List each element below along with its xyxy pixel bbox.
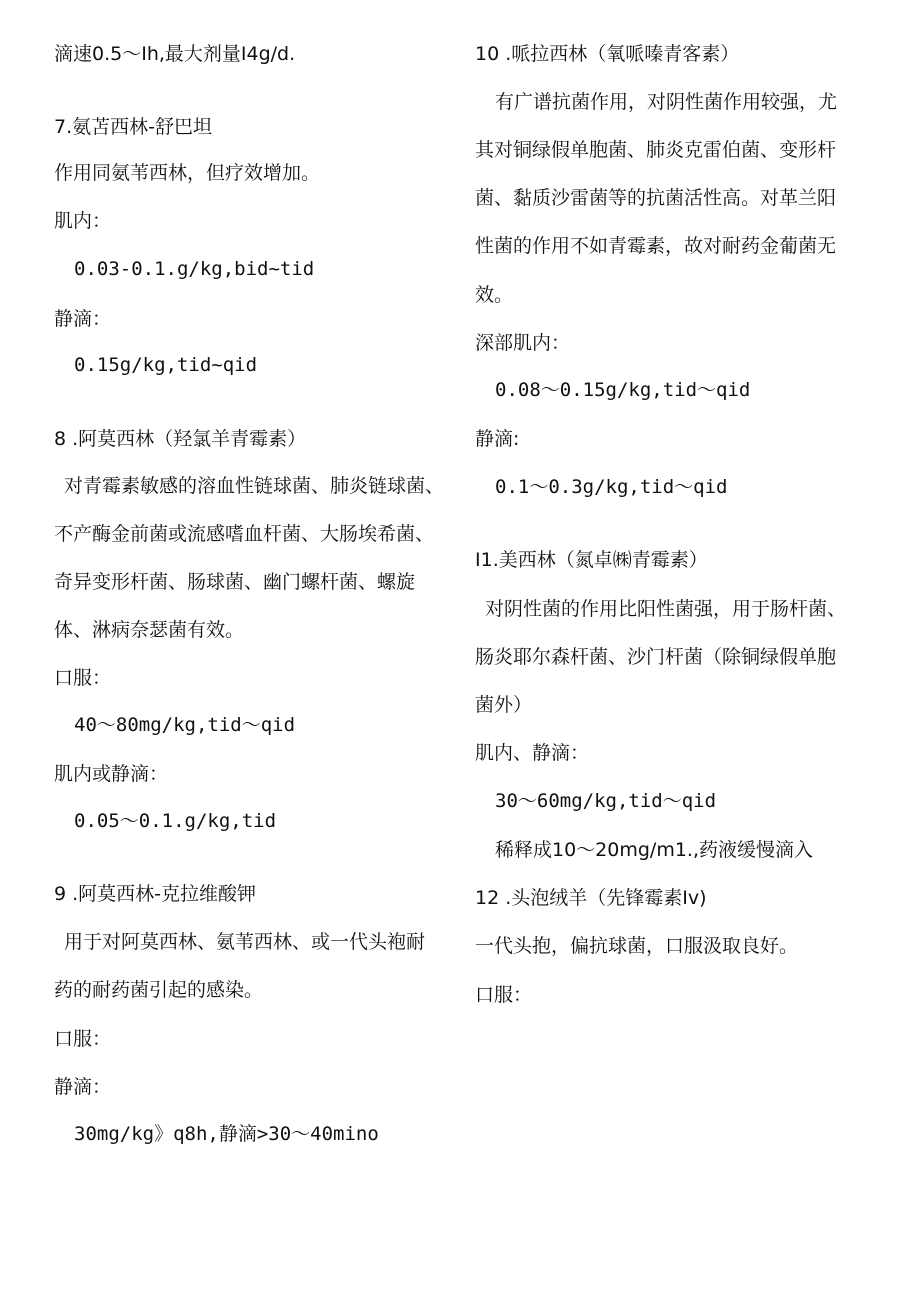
section-11-description-line: 肠炎耶尔森杆菌、沙门杆菌（除铜绿假单胞 [475, 646, 837, 668]
infusion-rate-line: 滴速0.5～Ih,最大剂量I4g/d. [54, 43, 296, 65]
section-10-im-dose: 0.08～0.15g/kg,tid～qid [495, 379, 751, 401]
section-7-im-dose: 0.03-0.1.g/kg,bid~tid [74, 258, 315, 280]
section-7-title: 7.氨苫西林-舒巴坦 [54, 116, 212, 138]
section-10-description-line: 有广谱抗菌作用，对阴性菌作用较强，尤 [495, 91, 838, 113]
section-8-oral-label: 口服： [54, 667, 112, 689]
section-12-oral-label: 口服： [475, 984, 533, 1006]
section-8-description-line: 不产酶金前菌或流感嗜血杆菌、大肠埃希菌、 [54, 523, 435, 545]
section-11-description-line: 对阴性菌的作用比阳性菌强，用于肠杆菌、 [485, 598, 847, 620]
section-8-oral-dose: 40～80mg/kg,tid～qid [74, 714, 296, 736]
section-11-route-label: 肌内、静滴： [475, 742, 590, 764]
section-8-description-line: 体、淋病奈瑟菌有效。 [54, 619, 245, 641]
section-8-iv-label: 肌内或静滴： [54, 763, 169, 785]
section-11-title: I1.美西林（氮卓㈱青霉素） [475, 549, 708, 571]
section-7-iv-label: 静滴： [54, 308, 112, 330]
section-10-title: 10 .哌拉西林（氧哌嗪青客素） [475, 43, 740, 65]
section-8-title: 8 .阿莫西林（羟氯羊青霉素） [54, 428, 307, 450]
section-8-description-line: 对青霉素敏感的溶血性链球菌、肺炎链球菌、 [64, 475, 445, 497]
section-8-iv-dose: 0.05～0.1.g/kg,tid [74, 810, 277, 832]
section-10-iv-dose: 0.1～0.3g/kg,tid～qid [495, 476, 728, 498]
section-11-dose: 30～60mg/kg,tid～qid [495, 790, 717, 812]
section-9-title: 9 .阿莫西林-克拉维酸钾 [54, 883, 257, 905]
section-11-dilution-note: 稀释成10～20mg/m1.,药液缓慢滴入 [495, 839, 814, 861]
section-10-description-line: 其对铜绿假单胞菌、肺炎克雷伯菌、变形杆 [475, 139, 837, 161]
section-9-iv-label: 静滴： [54, 1076, 112, 1098]
section-7-im-label: 肌内： [54, 210, 112, 232]
section-12-title: 12 .头泡绒羊（先锋霉素Iv) [475, 887, 707, 909]
section-10-description-line: 效。 [475, 284, 514, 306]
section-9-description-line: 药的耐药菌引起的感染。 [54, 979, 264, 1001]
section-10-im-label: 深部肌内： [475, 332, 571, 354]
section-8-description-line: 奇异变形杆菌、肠球菌、幽门螺杆菌、螺旋 [54, 571, 416, 593]
section-9-description-line: 用于对阿莫西林、氨苇西林、或一代头袍耐 [64, 931, 426, 953]
section-10-description-line: 性菌的作用不如青霉素，故对耐药金葡菌无 [475, 235, 837, 257]
section-11-description-line: 菌外） [475, 694, 533, 716]
section-12-description: 一代头抱，偏抗球菌，口服汲取良好。 [475, 935, 799, 957]
section-9-iv-dose: 30mg/kg》q8h,静滴>30～40mino [74, 1123, 379, 1145]
section-10-description-line: 菌、黏质沙雷菌等的抗菌活性高。对革兰阳 [475, 187, 837, 209]
section-9-oral-label: 口服： [54, 1028, 112, 1050]
section-10-iv-label: 静滴: [475, 428, 520, 450]
section-7-description: 作用同氨苇西林，但疗效增加。 [54, 162, 321, 184]
section-7-iv-dose: 0.15g/kg,tid~qid [74, 354, 258, 376]
